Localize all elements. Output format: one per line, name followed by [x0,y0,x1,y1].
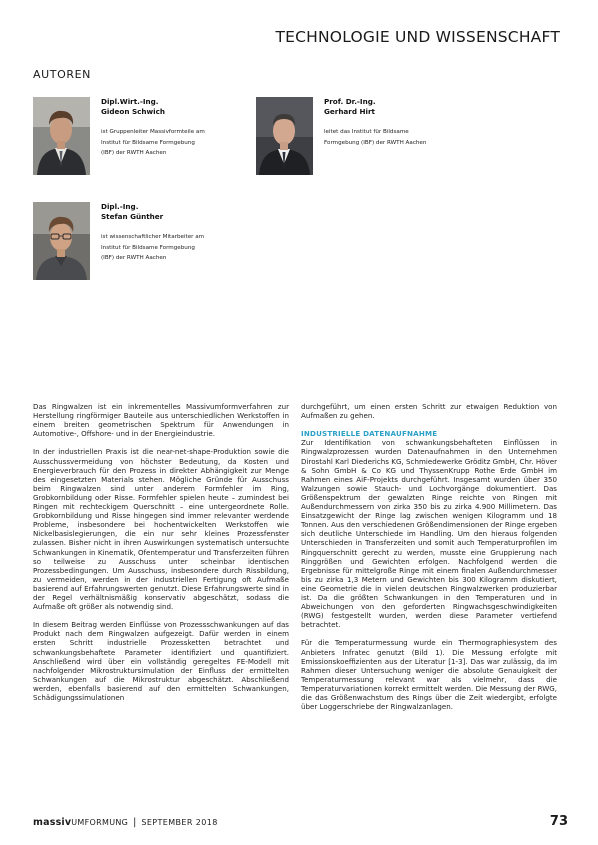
paragraph: In diesem Beitrag werden Einflüsse von Prozessschwankungen auf das Produkt nach dem Ringwalzen aufgezeigt. Dafür werden in einem ersten Schritt industrielle Prozessketten betrachtet und schwankungsbehaftete Parameter identifiziert und quantifiziert. Anschließend wird über ein vollständig geregeltes FE-Modell mit nachfolgender Mikrostruktursimulation der Einfluss der ermittelten Schwankungen auf die Mikrostruktur abgeschätzt. Abschließend werden, ebenfalls basierend auf den ermittelten Schwankungen, Schädigungssimulationen [33,620,289,702]
paragraph: Das Ringwalzen ist ein inkrementelles Massivumformverfahren zur Herstellung ringförmiger Bauteile aus unterschiedlichen Werkstoffen in einem breiten geometrischen Spektrum für Anwendungen in Automotive-, Offshore- und in der Energieindustrie. [33,402,289,439]
author-photo [256,97,313,175]
author-photo [33,202,90,280]
paragraph: Zur Identifikation von schwankungsbehafteten Einflüssen in Ringwalzprozessen wurden Datenaufnahmen in den Unternehmen Dirostahl Karl Diederichs KG, Schmiedewerke Gröditz GmbH, Chr. Höver & Sohn GmbH & Co KG und ThyssenKrupp Rothe Erde GmbH im Rahmen eines AiF-Projekts durchgeführt. Insgesamt wurden über 350 Walzungen sowie Stauch- und Lochvorgänge dokumentiert. Das Größenspektrum der gewalzten Ringe reichte von Ringen mit Außendurchmessern von zirka 350 bis zu zirka 4.900 Millimetern. Das Einsatzgewicht der Ringe lag zwischen wenigen Kilogramm und 18 Tonnen. Aus den verschiedenen Größendimensionen der Ringe ergeben sich deutliche Unterschiede im Handling. Um den hieraus folgenden Unterschieden in Transferzeiten und somit auch Temperaturprofilen im Ringquerschnitt gerecht zu werden, musste eine Gruppierung nach Ringgrößen und Gewichten erfolgen. Nachfolgend werden die Ergebnisse für mittelgroße Ringe mit einem finalen Außendurchmesser bis zu zirka 1,3 Metern und Gewichten bis 300 Kilogramm diskutiert, eine Geometrie die in vielen deutschen Ringwalzwerken produzierbar ist. Da die größten Schwankungen in den Temperaturen und in Abweichungen von den geforderten Ringwachsgeschwindigkeiten (RWG) festgestellt wurden, werden diese Parameter vertiefend betrachtet. [301,438,557,630]
page-number: 73 [549,814,568,829]
author-photo [33,97,90,175]
author-name: Prof. Dr.-Ing. Gerhard Hirt [324,97,376,116]
article-right-column [301,402,557,720]
author-name: Dipl.Wirt.-Ing. Gideon Schwich [101,97,165,116]
brand-suffix: UMFORMUNG [71,818,129,827]
footer-separator: | [133,817,137,828]
paragraph: In der industriellen Praxis ist die near-net-shape-Produktion sowie die Ausschussvermeidung von höchster Bedeutung, da Kosten und Energieverbrauch für den Prozess in direkter Abhängigkeit zur Menge des eingesetzten Materials stehen. Mögliche Gründe für Ausschuss beim Ringwalzen sind unter anderem Formfehler im Ring, Grobkornbildung oder Risse. Formfehler spielen heute – zumindest bei Ringen mit rechteckigem Querschnitt – eine untergeordnete Rolle. Grobkornbildung und Risse hingegen sind immer relevanter werdende Probleme, insbesondere bei hochentwickelten Werkstoffen wie Nickelbasislegierungen, die ein nur sehr kleines Prozessfenster zulassen. Bisher nicht in ihren Auswirkungen systematisch untersuchte Schwankungen in Kinematik, Ofentemperatur und Transferzeiten führen so teilweise zu Ausschuss unter scheinbar identischen Prozessbedingungen. Um Ausschuss, insbesondere durch Rissbildung, zu vermeiden, werden in der industriellen Fertigung oft Aufmaße basierend auf Erfahrungswerten genutzt. Diese Erfahrungswerte sind in der Regel verhältnismäßig konservativ abgeschätzt, sodass die Aufmaße oft größer als notwendig sind. [33,447,289,612]
footer-publication [33,817,218,828]
author-role: ist Gruppenleiter Massivformteile am Institut für Bildsame Formgebung (IBF) der RWTH Aachen [101,129,205,157]
author-name: Dipl.-Ing. Stefan Günther [101,202,164,221]
authors-heading: AUTOREN [33,68,91,81]
article-left-column [33,402,289,711]
paragraph: Für die Temperaturmessung wurde ein Thermographiesystem des Anbieters Infratec genutzt (Bild 1). Die Messung erfolgte mit Emissionskoeffizienten aus der Literatur [1-3]. Das war zulässig, da im Rahmen dieser Untersuchung weniger die absolute Genauigkeit der Temperaturmessung relevant war als vielmehr, dass die Temperaturvariationen korrekt ermittelt werden. Die Messung der RWG, die das Größenwachstum des Rings über die Zeit wiedergibt, erfolgte über Loggerschriebe der Ringwalzanlagen. [301,638,557,712]
paragraph: durchgeführt, um einen ersten Schritt zur etwaigen Reduktion von Aufmaßen zu gehen. [301,402,557,421]
subheading: INDUSTRIELLE DATENAUFNAHME [301,429,438,439]
brand-name: massiv [33,817,72,828]
section-title: TECHNOLOGIE UND WISSENSCHAFT [275,28,560,46]
issue-date: SEPTEMBER 2018 [141,818,218,827]
author-role: leitet das Institut für Bildsame Formgebung (IBF) der RWTH Aachen [324,129,427,146]
author-card-hirt [256,97,486,177]
author-role: ist wissenschaftlicher Mitarbeiter am Institut für Bildsame Formgebung (IBF) der RWTH Aachen [101,234,205,262]
author-card-schwich [33,97,263,177]
author-card-guenther [33,202,263,282]
